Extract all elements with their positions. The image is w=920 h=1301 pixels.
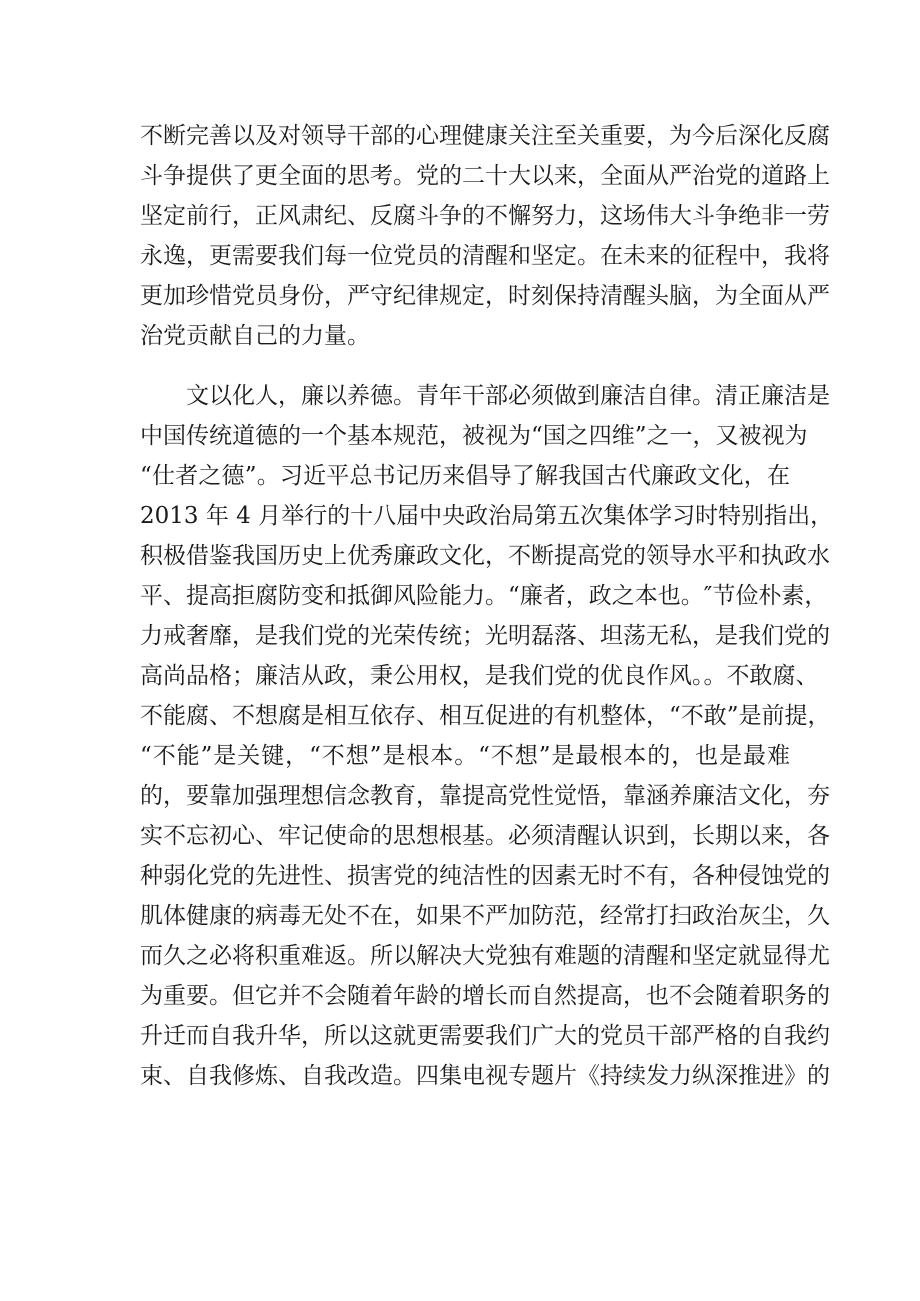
text-line: 坚定前行，正风肃纪、反腐斗争的不懈努力，这场伟大斗争绝非一劳 [140, 203, 830, 229]
text-line: 为重要。但它并不会随着年龄的增长而自然提高，也不会随着职务的 [140, 983, 830, 1009]
paragraph-2 [140, 376, 834, 1096]
text-line: 永逸，更需要我们每一位党员的清醒和坚定。在未来的征程中，我将 [140, 243, 830, 269]
text-line: 升迁而自我升华，所以这就更需要我们广大的党员干部严格的自我约 [140, 1023, 830, 1049]
text-line: 高尚品格；廉洁从政，秉公用权，是我们党的优良作风。。不敢腐、 [140, 663, 819, 689]
text-line: 实不忘初心、牢记使命的思想根基。必须清醒认识到，长期以来，各 [140, 823, 830, 849]
text-line: 2013 年 4 月举行的十八届中央政治局第五次集体学习时特别指出， [140, 503, 834, 529]
paragraph-1 [140, 116, 830, 356]
text-line: 不断完善以及对领导干部的心理健康关注至关重要，为今后深化反腐 [140, 123, 830, 149]
text-line: 更加珍惜党员身份，严守纪律规定，时刻保持清醒头脑，为全面从严 [140, 283, 830, 309]
text-line: 的，要靠加强理想信念教育，靠提高党性觉悟，靠涵养廉洁文化，夯 [140, 783, 830, 809]
text-line: 文以化人，廉以养德。青年干部必须做到廉洁自律。清正廉洁是 [140, 383, 830, 409]
text-line: 种弱化党的先进性、损害党的纯洁性的因素无时不有，各种侵蚀党的 [140, 863, 830, 889]
text-line: “不能”是关键，“不想”是根本。“不想”是最根本的，也是最难 [140, 743, 790, 769]
text-line: “仕者之德”。习近平总书记历来倡导了解我国古代廉政文化，在 [140, 463, 790, 489]
text-line: 而久之必将积重难返。所以解决大党独有难题的清醒和坚定就显得尤 [140, 943, 830, 969]
text-line: 治党贡献自己的力量。 [140, 323, 370, 349]
text-line: 不能腐、不想腐是相互依存、相互促进的有机整体，“不敢”是前提， [140, 703, 831, 729]
text-line: 积极借鉴我国历史上优秀廉政文化，不断提高党的领导水平和执政水 [140, 543, 830, 569]
text-line: 斗争提供了更全面的思考。党的二十大以来，全面从严治党的道路上 [140, 163, 830, 189]
text-line: 力戒奢靡，是我们党的光荣传统；光明磊落、坦荡无私，是我们党的 [140, 623, 830, 649]
text-line: 束、自我修炼、自我改造。四集电视专题片《持续发力纵深推进》的 [140, 1063, 830, 1089]
text-line: 中国传统道德的一个基本规范，被视为“国之四维”之一，又被视为 [140, 423, 808, 449]
text-line: 平、提高拒腐防变和抵御风险能力。“廉者，政之本也。″节俭朴素， [140, 583, 828, 609]
text-line: 肌体健康的病毒无处不在，如果不严加防范，经常打扫政治灰尘，久 [140, 903, 830, 929]
